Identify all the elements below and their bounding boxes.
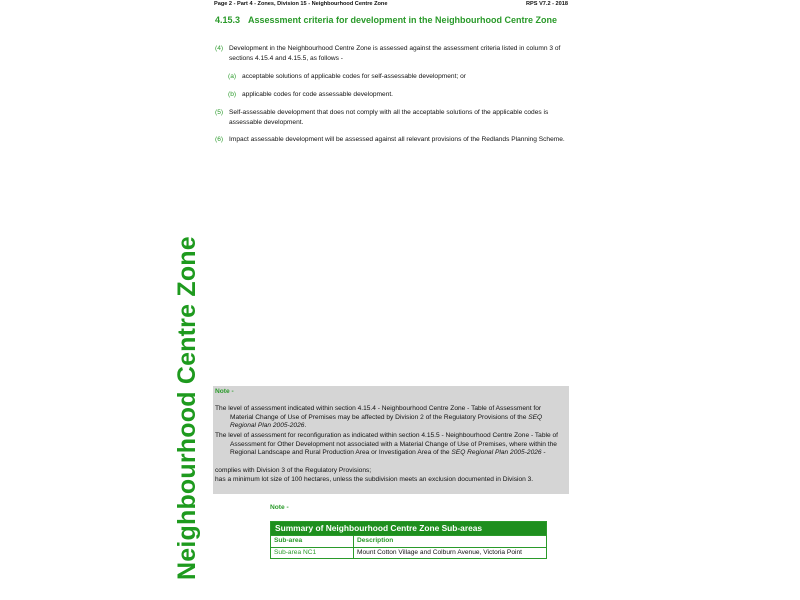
section-title: Assessment criteria for development in the Neighbourhood Centre Zone (248, 15, 558, 25)
note-text: . (304, 422, 307, 430)
paragraph-text: Development in the Neighbourhood Centre Zone is assessed against the assessment criteria listed in column 3 of sections 4.15.4 and 4.15.5, as follows - (229, 45, 561, 62)
table-row (271, 547, 546, 559)
paragraph-4b (228, 90, 568, 100)
paragraph-text: Impact assessable development will be assessed against all relevant provisions of the Redlands Planning Scheme. (229, 136, 565, 143)
note-label: Note - (215, 388, 234, 395)
paragraph-text: Self-assessable development that does not comply with all the acceptable solutions of the applicable codes is assessable development. (229, 109, 549, 126)
note-line-4 (215, 476, 565, 485)
note-text: The level of assessment indicated within section 4.15.4 - Neighbourhood Centre Zone - Table of Assessment for Material Change of Use of Premises may be affected by Division 2 of the Regulatory Provisions of the (215, 405, 542, 421)
note-emphasis: SEQ Regional Plan 2005-2026 (230, 413, 543, 430)
note-line-1 (215, 405, 565, 431)
note-text: The level of assessment for reconfiguration as indicated within section 4.15.5 - Neighbourhood Centre Zone - Table of Assessment for Other Development not associated with a Material Change of Use of Premises, where within the Regional Landscape and Rural Production Area or Investigation Area of the (215, 432, 558, 457)
vertical-zone-title: Neighbourhood Centre Zone (173, 236, 201, 580)
paragraph-6 (215, 135, 565, 145)
paragraph-number: (b) (228, 91, 237, 98)
header-description: Description (357, 537, 394, 544)
header-right-text: RPS V7.2 - 2018 (526, 1, 568, 7)
note-box (213, 386, 569, 494)
section-number: 4.15.3 (215, 15, 241, 25)
table-header-row (271, 535, 546, 547)
paragraph-number: (5) (215, 109, 224, 116)
note-line-3: complies with Division 3 of the Regulatory Provisions; (215, 467, 372, 474)
header-left-text: Page 2 - Part 4 - Zones, Division 15 - Neighbourhood Centre Zone (214, 1, 388, 7)
section-heading (215, 15, 560, 26)
paragraph-text: applicable codes for code assessable development. (242, 91, 394, 98)
paragraph-number: (4) (215, 45, 224, 52)
note-line-2 (215, 432, 565, 458)
header-sub-area: Sub-area (271, 536, 354, 547)
paragraph-4a (228, 72, 568, 82)
paragraph-4 (215, 44, 565, 63)
cell-description: Mount Cotton Village and Colburn Avenue, Victoria Point (357, 548, 522, 556)
page-header (214, 0, 568, 10)
cell-sub-area: Sub-area NC1 (271, 548, 354, 559)
note-2-label: Note - (270, 504, 289, 511)
paragraph-5 (215, 108, 565, 127)
note-text: - (541, 449, 546, 457)
paragraph-text: acceptable solutions of applicable codes for self-assessable development; or (242, 73, 466, 80)
note-text: has a minimum lot size of 100 hectares, unless the subdivision meets an exclusion documented in Division 3. (215, 476, 534, 483)
note-emphasis: SEQ Regional Plan 2005-2026 (451, 449, 542, 457)
table-caption: Summary of Neighbourhood Centre Zone Sub-areas (271, 522, 546, 535)
paragraph-number: (6) (215, 136, 224, 143)
paragraph-number: (a) (228, 73, 237, 80)
subareas-table (270, 521, 547, 559)
